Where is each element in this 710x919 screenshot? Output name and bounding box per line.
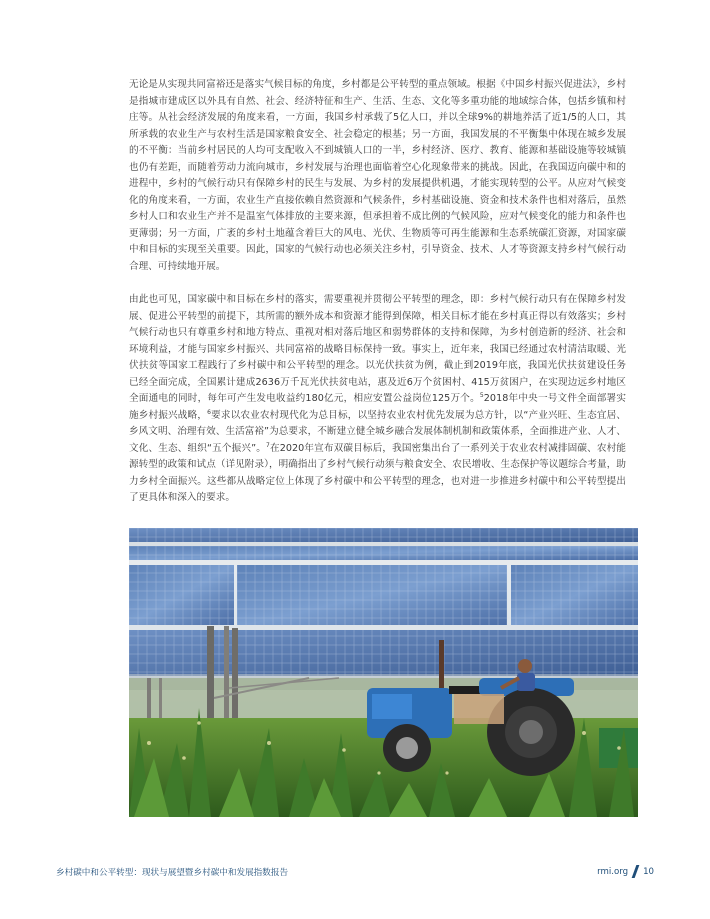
paragraph-2-part-d: 在2020年宣布双碳目标后，我国密集出台了一系列关于农业农村减排固碳、农村能源转型的政策和试点（详见附录），明确指出了乡村气候行动须与粮食安全、农民增收、生态保护等议题综合考量，助力乡村全面振兴。这些都从战略定位上体现了乡村碳中和公平转型的理念，也对进一步推进乡村碳中和公平转型提出了更具体和深入的要求。 <box>129 442 626 503</box>
body-paragraph-2 <box>129 292 626 507</box>
footer-site-pagination <box>597 865 654 878</box>
solar-farm-tractor-photo <box>129 528 638 817</box>
footnote-ref-6[interactable]: 6 <box>207 408 211 416</box>
slash-divider-icon <box>632 865 640 878</box>
paragraph-2-part-b: 2018年中央一号文件全面部署实施乡村振兴战略， <box>129 393 626 421</box>
footer-site-link[interactable]: rmi.org <box>597 866 629 877</box>
footnote-ref-7[interactable]: 7 <box>265 441 270 449</box>
paragraph-2-part-c: 要求以农业农村现代化为总目标，以坚持农业农村优先发展为总方针，以“产业兴旺、生态宜居、乡风文明、治理有效、生活富裕”为总要求，不断建立健全城乡融合发展体制机制和政策体系，全面推进产业、人才、文化、生态、组织“五个振兴”。 <box>129 409 626 454</box>
footnote-ref-5[interactable]: 5 <box>479 391 484 399</box>
footer-report-title: 乡村碳中和公平转型：现状与展望暨乡村碳中和发展指数报告 <box>56 868 289 878</box>
page-number: 10 <box>643 866 654 877</box>
paragraph-2-part-a: 由此也可见，国家碳中和目标在乡村的落实，需要重视并贯彻公平转型的理念，即：乡村气候行动只有在保障乡村发展、促进公平转型的前提下，其所需的额外成本和资源才能得到保障，相关目标才能在乡村真正得以有效落实；乡村气候行动也只有尊重乡村和地方特点、重视对相对落后地区和弱势群体的支持和保障，为乡村创造新的经济、社会和环境利益，才能与国家乡村振兴、共同富裕的战略目标保持一致。事实上，近年来，我国已经通过农村清洁取暖、光伏扶贫等国家工程践行了乡村碳中和公平转型的理念。以光伏扶贫为例，截止到2019年底，我国光伏扶贫建设任务已经全面完成，全国累计建成2636万千瓦光伏扶贫电站，惠及近6万个贫困村、415万贫困户，在实现边远乡村地区全面通电的同时，每年可产生发电收益约180亿元，相应安置公益岗位125万个。 <box>129 294 626 404</box>
body-paragraph-1: 无论是从实现共同富裕还是落实气候目标的角度，乡村都是公平转型的重点领域。根据《中国乡村振兴促进法》，乡村是指城市建成区以外具有自然、社会、经济特征和生产、生活、生态、文化等多重功能的地域综合体，包括乡镇和村庄等。从社会经济发展的角度来看，一方面，我国乡村承载了5亿人口，并以全球9%的耕地养活了近1/5的人口，其所承载的农业生产与农村生活是国家粮食安全、社会稳定的根基；另一方面，我国发展的不平衡集中体现在城乡发展的不平衡：当前乡村居民的人均可支配收入不到城镇人口的一半，乡村经济、医疗、教育、能源和基础设施等较城镇也仍有差距，而随着劳动力流向城市，乡村发展与治理也面临着空心化现象带来的挑战。因此，在我国迈向碳中和的进程中，乡村的气候行动只有保障乡村的民生与发展、为乡村的发展提供机遇，才能实现转型的公平。从应对气候变化的角度来看，一方面，农业生产直接依赖自然资源和气候条件，乡村基础设施、资金和技术条件也相对落后，虽然乡村人口和农业生产并不是温室气体排放的主要来源，但承担着不成比例的气候风险，应对气候变化的能力和条件也更薄弱；另一方面，广袤的乡村土地蕴含着巨大的风电、光伏、生物质等可再生能源和生态系统碳汇资源，对国家碳中和目标的实现至关重要。因此，国家的气候行动也必须关注乡村，引导资金、技术、人才等资源支持乡村气候行动合理、可持续地开展。 <box>129 79 626 272</box>
